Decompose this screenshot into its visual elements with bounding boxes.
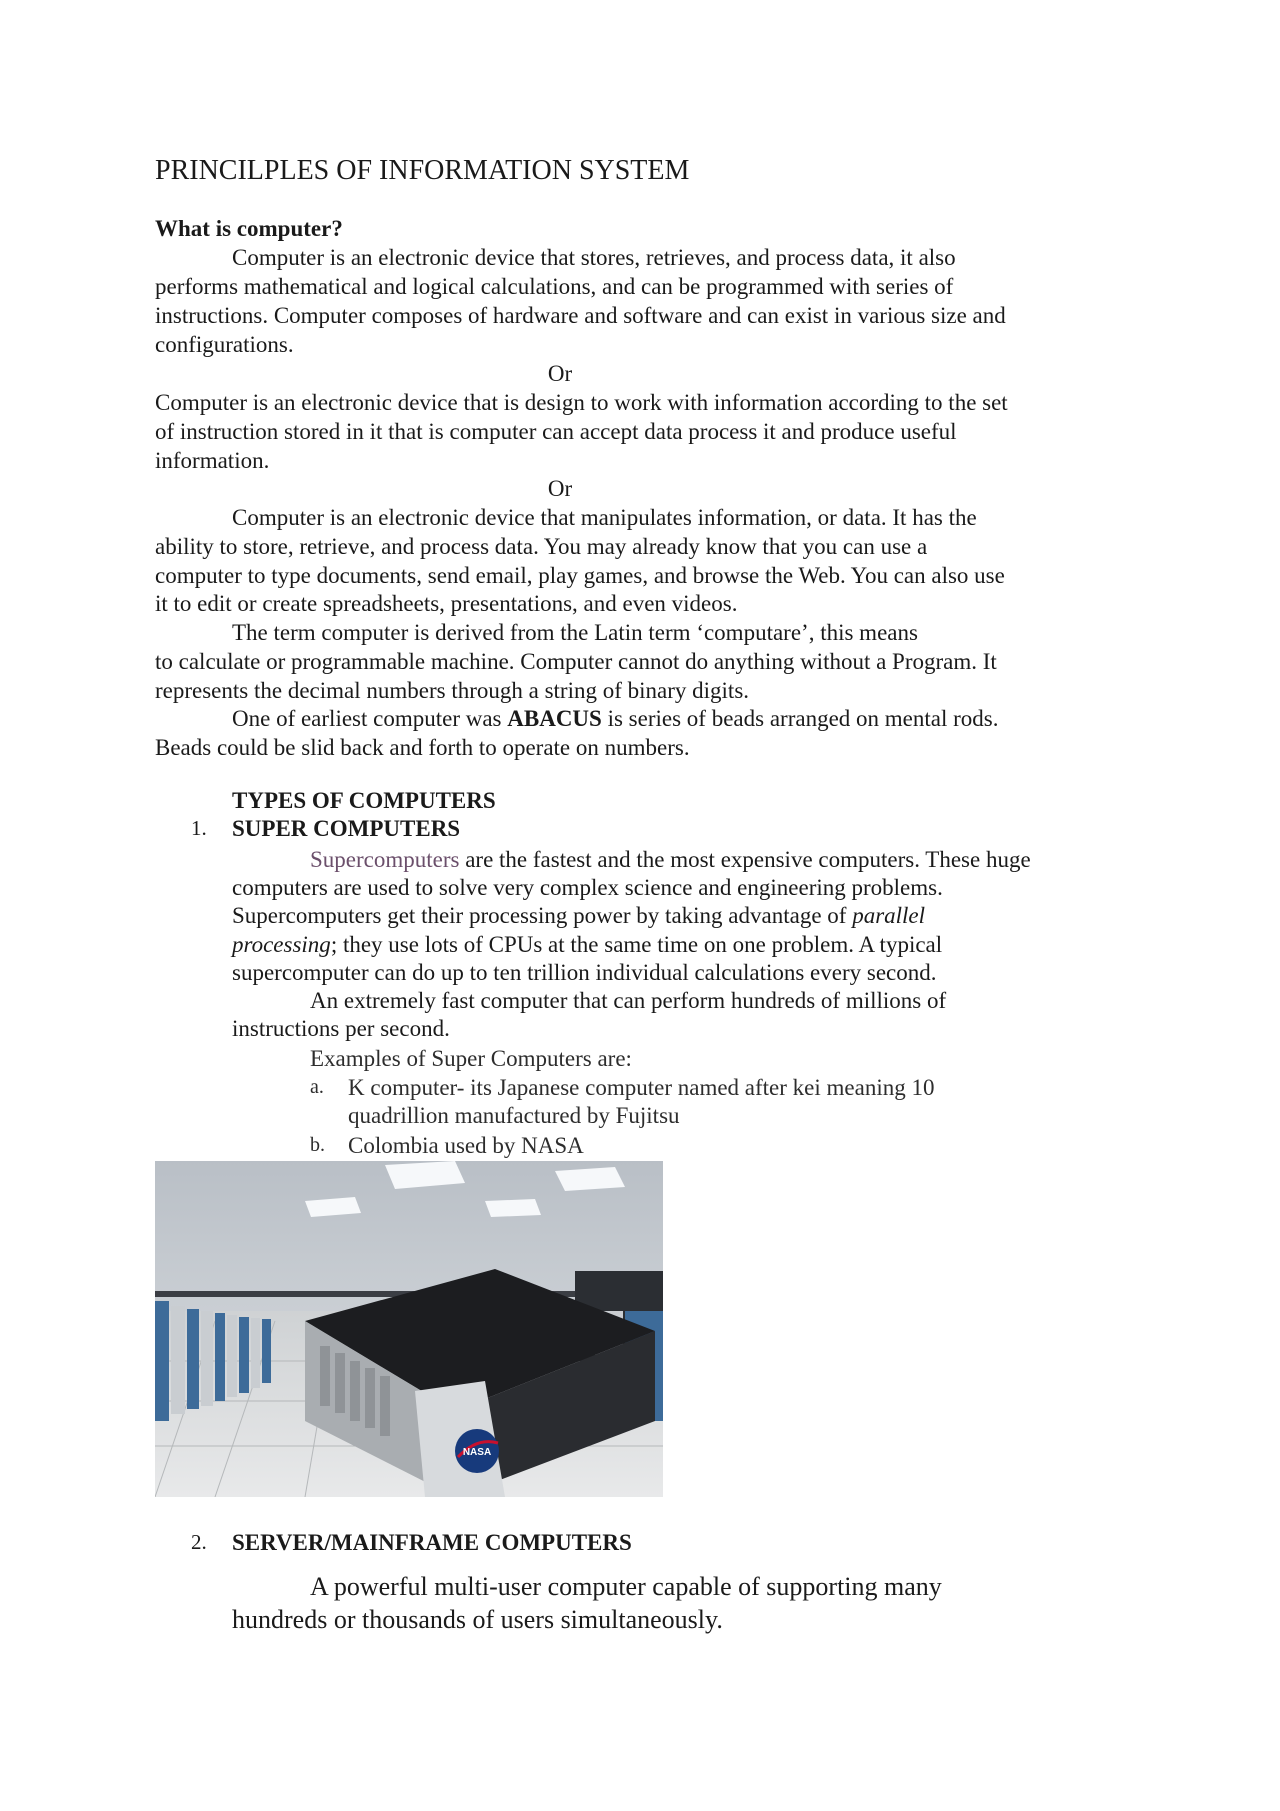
example-item-line: K computer- its Japanese computer named after kei meaning 10 xyxy=(348,1075,935,1100)
examples-label: Examples of Super Computers are: xyxy=(310,1046,632,1071)
paragraph-line: Beads could be slid back and forth to operate on numbers. xyxy=(155,735,690,760)
paragraph-line: Computer is an electronic device that manipulates information, or data. It has the xyxy=(232,505,977,530)
or-separator: Or xyxy=(547,361,573,386)
italic-term: processing xyxy=(232,932,331,957)
supercomputers-link[interactable]: Supercomputers xyxy=(310,847,460,872)
paragraph-line xyxy=(232,704,998,733)
paragraph-line: Computer is an electronic device that stores, retrieves, and process data, it also xyxy=(232,245,956,270)
paragraph-line: A powerful multi-user computer capable of supporting many xyxy=(310,1572,942,1601)
example-item-line: Colombia used by NASA xyxy=(348,1133,584,1158)
section-heading: SUPER COMPUTERS xyxy=(232,816,461,841)
list-number: 2. xyxy=(191,1530,207,1554)
abacus-bold-word: ABACUS xyxy=(507,706,602,731)
or-separator: Or xyxy=(547,476,573,501)
supercomputer-room-illustration xyxy=(155,1161,663,1497)
italic-term: parallel xyxy=(852,903,926,928)
paragraph-line: information. xyxy=(155,448,270,473)
paragraph-line: hundreds or thousands of users simultaneously. xyxy=(232,1605,723,1634)
line-rest: are the fastest and the most expensive computers. These huge xyxy=(459,847,1031,872)
list-marker: b. xyxy=(310,1134,325,1156)
paragraph-line: of instruction stored in it that is computer can accept data process it and produce useful xyxy=(155,419,957,444)
page-title: PRINCILPLES OF INFORMATION SYSTEM xyxy=(155,155,690,186)
types-heading: TYPES OF COMPUTERS xyxy=(232,788,496,813)
abacus-text-before: One of earliest computer was xyxy=(232,706,508,731)
line-text: Supercomputers get their processing power by taking advantage of xyxy=(232,903,853,928)
paragraph-line xyxy=(310,845,1031,874)
paragraph-line xyxy=(232,901,925,930)
paragraph-line: Computer is an electronic device that is design to work with information according to the set xyxy=(155,390,1008,415)
paragraph-line: configurations. xyxy=(155,332,294,357)
section-heading: SERVER/MAINFRAME COMPUTERS xyxy=(232,1530,632,1555)
paragraph-line: computers are used to solve very complex science and engineering problems. xyxy=(232,875,943,900)
nasa-logo-text: NASA xyxy=(462,1447,492,1458)
paragraph-line: instructions. Computer composes of hardware and software and can exist in various size and xyxy=(155,303,1006,328)
paragraph-line: instructions per second. xyxy=(232,1016,450,1041)
supercomputer-photo xyxy=(155,1161,663,1497)
paragraph-line: An extremely fast computer that can perform hundreds of millions of xyxy=(310,988,947,1013)
paragraph-line: computer to type documents, send email, play games, and browse the Web. You can also use xyxy=(155,563,1005,588)
paragraph-line: The term computer is derived from the Latin term ‘computare’, this means xyxy=(232,620,918,645)
list-number: 1. xyxy=(191,816,207,840)
paragraph-line: it to edit or create spreadsheets, presentations, and even videos. xyxy=(155,591,738,616)
paragraph-line xyxy=(232,930,942,959)
list-marker: a. xyxy=(310,1076,324,1098)
paragraph-line: supercomputer can do up to ten trillion individual calculations every second. xyxy=(232,960,937,985)
paragraph-line: performs mathematical and logical calculations, and can be programmed with series of xyxy=(155,274,954,299)
example-item-line: quadrillion manufactured by Fujitsu xyxy=(348,1103,680,1128)
paragraph-line: represents the decimal numbers through a string of binary digits. xyxy=(155,678,750,703)
line-rest: ; they use lots of CPUs at the same time on one problem. A typical xyxy=(330,932,943,957)
abacus-text-after: is series of beads arranged on mental rods. xyxy=(601,706,999,731)
paragraph-line: ability to store, retrieve, and process data. You may already know that you can use a xyxy=(155,534,928,559)
what-is-heading: What is computer? xyxy=(155,216,343,241)
paragraph-line: to calculate or programmable machine. Computer cannot do anything without a Program. It xyxy=(155,649,997,674)
